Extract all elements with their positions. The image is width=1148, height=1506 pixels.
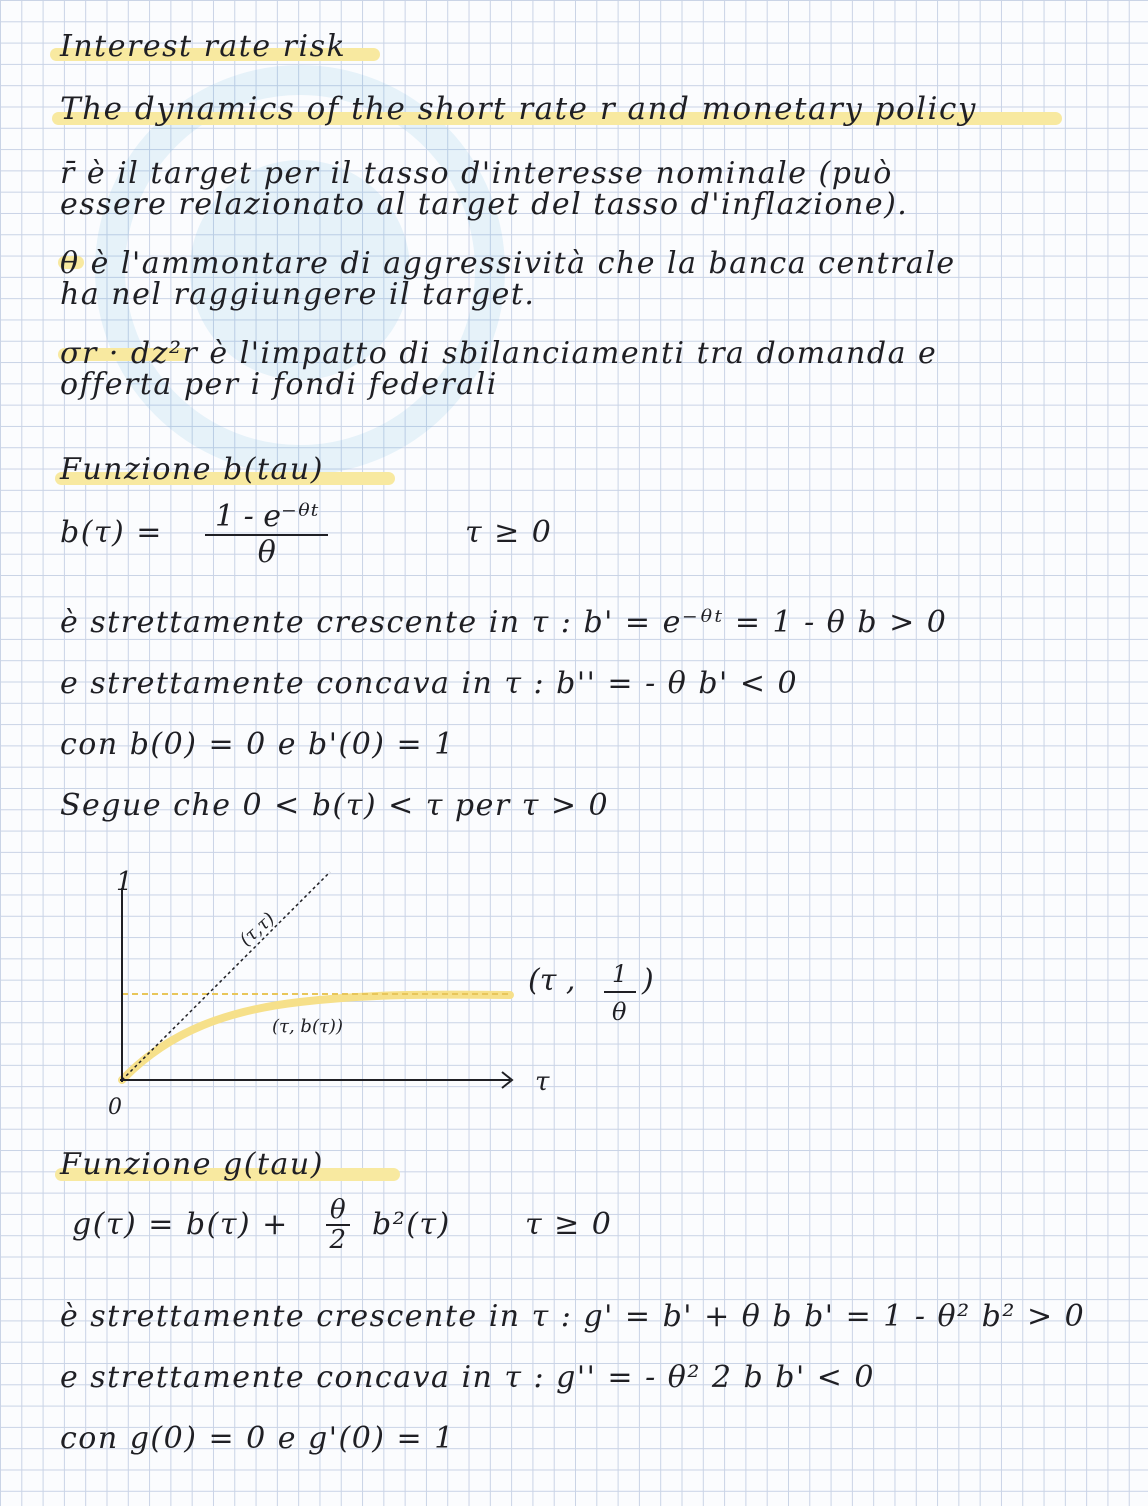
b-definition-condition: τ ≥ 0 (465, 515, 553, 550)
note-sigma-1: σr · dz²r è l'impatto di sbilanciamenti tra domanda e (60, 336, 938, 371)
asymptote-numerator: 1 (612, 960, 628, 988)
note-theta-1: θ è l'ammontare di aggressività che la banca centrale (60, 246, 956, 281)
g-property-initial: con g(0) = 0 e g'(0) = 1 (60, 1421, 455, 1456)
b-definition-numerator: 1 - e⁻ᶿᵗ (205, 500, 328, 536)
b-property-bounds: Segue che 0 < b(τ) < τ per τ > 0 (60, 788, 610, 823)
b-definition-denominator: θ (257, 535, 276, 570)
y-axis-label: 1 (116, 867, 133, 897)
asymptote-denominator: θ (612, 998, 627, 1026)
g-definition-lhs: g(τ) = b(τ) + (72, 1207, 289, 1242)
origin-label: 0 (108, 1095, 122, 1120)
section-b-title: Funzione b(tau) (60, 452, 324, 487)
asymptote-label-right: ) (642, 963, 654, 998)
note-rbar-1: r̄ è il target per il tasso d'interesse nominale (può (60, 156, 893, 191)
b-property-initial: con b(0) = 0 e b'(0) = 1 (60, 727, 455, 762)
section-g-title: Funzione g(tau) (60, 1147, 324, 1182)
asymptote-label-left: (τ , (528, 963, 576, 998)
b-property-concave: e strettamente concava in τ : b'' = - θ b' < 0 (60, 666, 799, 701)
note-sigma-2: offerta per i fondi federali (60, 367, 498, 402)
diagonal-label: (τ,τ) (235, 908, 280, 951)
x-axis-label: τ (535, 1067, 550, 1097)
g-definition-frac-denominator: 2 (329, 1225, 347, 1255)
g-definition-fraction (326, 1196, 350, 1254)
g-definition-rhs: b²(τ) (372, 1207, 451, 1242)
note-theta-2: ha nel raggiungere il target. (60, 277, 536, 312)
g-property-increasing: è strettamente crescente in τ : g' = b' + θ b b' = 1 - θ² b² > 0 (60, 1299, 1086, 1334)
subtitle: The dynamics of the short rate r and monetary policy (60, 91, 977, 127)
b-definition-lhs: b(τ) = (60, 515, 163, 550)
curve-label: (τ, b(τ)) (272, 1016, 343, 1037)
g-definition-condition: τ ≥ 0 (525, 1207, 613, 1242)
diagonal-line (122, 872, 330, 1080)
b-property-increasing: è strettamente crescente in τ : b' = e⁻ᶿᵗ = 1 - θ b > 0 (60, 605, 948, 640)
b-function-graph (0, 860, 700, 1130)
b-curve (122, 995, 510, 1080)
page-title: Interest rate risk (60, 29, 347, 64)
note-rbar-2: essere relazionato al target del tasso d'inflazione). (60, 187, 909, 222)
g-definition-frac-numerator: θ (326, 1196, 350, 1226)
b-definition-fraction (205, 500, 328, 570)
g-property-concave: e strettamente concava in τ : g'' = - θ² 2 b b' < 0 (60, 1360, 875, 1395)
